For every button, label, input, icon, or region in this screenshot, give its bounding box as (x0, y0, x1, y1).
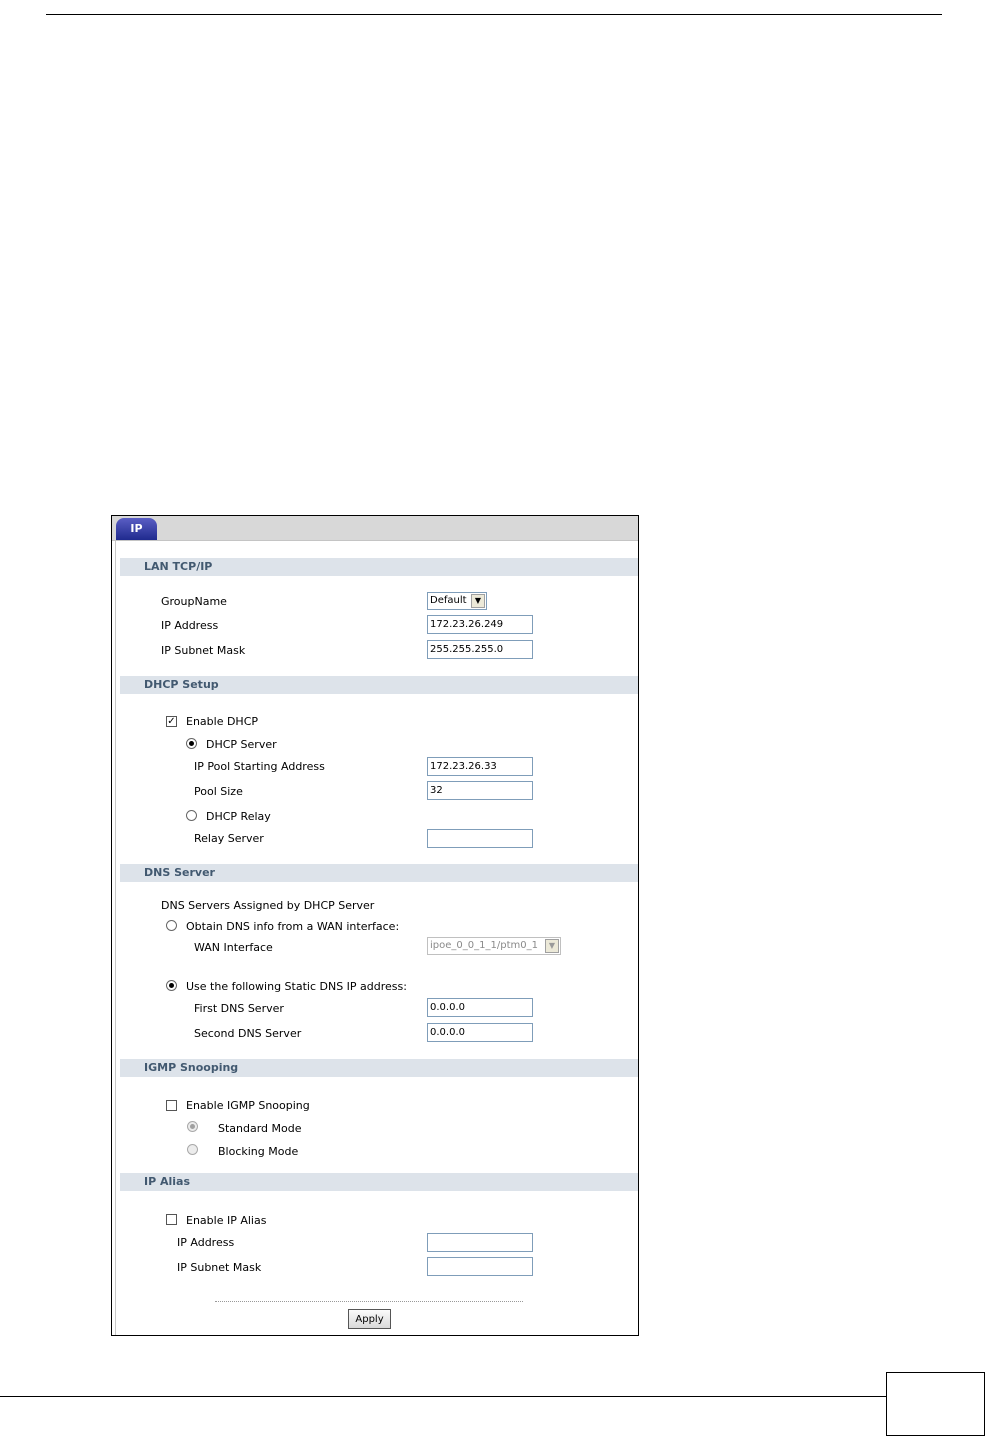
relay-server-label: Relay Server (194, 832, 264, 845)
standard-mode-label: Standard Mode (218, 1122, 302, 1135)
ip-address-label: IP Address (161, 619, 219, 632)
blocking-mode-label: Blocking Mode (218, 1145, 299, 1158)
relay-server-input[interactable] (427, 829, 533, 848)
pool-size-label: Pool Size (194, 785, 243, 798)
bottom-rule (0, 1396, 886, 1397)
obtain-dns-radio[interactable] (166, 920, 177, 931)
obtain-dns-label: Obtain DNS info from a WAN interface: (186, 920, 400, 933)
blocking-mode-radio[interactable] (187, 1144, 198, 1155)
tab-bar (112, 516, 638, 541)
wan-interface-label: WAN Interface (194, 941, 273, 954)
pool-size-input[interactable] (427, 781, 533, 800)
wan-interface-select[interactable] (427, 937, 561, 955)
apply-button[interactable]: Apply (348, 1309, 391, 1329)
enable-ip-alias-checkbox[interactable] (166, 1214, 177, 1225)
dhcp-server-radio[interactable] (186, 738, 197, 749)
dhcp-relay-label: DHCP Relay (206, 810, 271, 823)
group-name-label: GroupName (161, 595, 227, 608)
ip-subnet-mask-label: IP Subnet Mask (161, 644, 246, 657)
static-dns-label: Use the following Static DNS IP address: (186, 980, 407, 993)
section-header-ip-alias: IP Alias (120, 1173, 638, 1191)
ip-pool-start-input[interactable] (427, 757, 533, 776)
alias-ip-address-input[interactable] (427, 1233, 533, 1252)
button-divider (215, 1301, 523, 1302)
dhcp-relay-radio[interactable] (186, 810, 197, 821)
alias-ip-address-label: IP Address (177, 1236, 235, 1249)
ip-settings-panel (111, 515, 639, 1336)
static-dns-radio[interactable] (166, 980, 177, 991)
ip-pool-start-label: IP Pool Starting Address (194, 760, 325, 773)
enable-dhcp-checkbox[interactable]: ✓ (167, 716, 176, 727)
dns-assigned-label: DNS Servers Assigned by DHCP Server (161, 899, 375, 912)
section-header-dns: DNS Server (120, 864, 638, 882)
group-name-value: Default (430, 595, 467, 606)
first-dns-label: First DNS Server (194, 1002, 284, 1015)
second-dns-input[interactable] (427, 1023, 533, 1042)
alias-ip-subnet-mask-label: IP Subnet Mask (177, 1261, 262, 1274)
wan-interface-value: ipoe_0_0_1_1/ptm0_1 (430, 940, 538, 951)
second-dns-label: Second DNS Server (194, 1027, 302, 1040)
alias-ip-subnet-mask-input[interactable] (427, 1257, 533, 1276)
group-name-select[interactable] (427, 592, 487, 610)
ip-address-input[interactable] (427, 615, 533, 634)
standard-mode-radio[interactable] (187, 1121, 198, 1132)
first-dns-input[interactable] (427, 998, 533, 1017)
settings-content (115, 541, 638, 1335)
enable-dhcp-label: Enable DHCP (186, 715, 259, 728)
section-header-igmp: IGMP Snooping (120, 1059, 638, 1077)
page-number-box (886, 1372, 985, 1436)
enable-igmp-label: Enable IGMP Snooping (186, 1099, 310, 1112)
ip-subnet-mask-input[interactable] (427, 640, 533, 659)
chevron-down-icon: ▼ (471, 594, 485, 608)
section-header-lan: LAN TCP/IP (120, 558, 638, 576)
top-rule (46, 14, 942, 15)
enable-igmp-checkbox[interactable] (166, 1100, 177, 1111)
tab-ip[interactable]: IP (116, 518, 157, 540)
enable-ip-alias-label: Enable IP Alias (186, 1214, 267, 1227)
section-header-dhcp: DHCP Setup (120, 676, 638, 694)
chevron-down-icon: ▼ (545, 939, 559, 953)
dhcp-server-label: DHCP Server (206, 738, 277, 751)
